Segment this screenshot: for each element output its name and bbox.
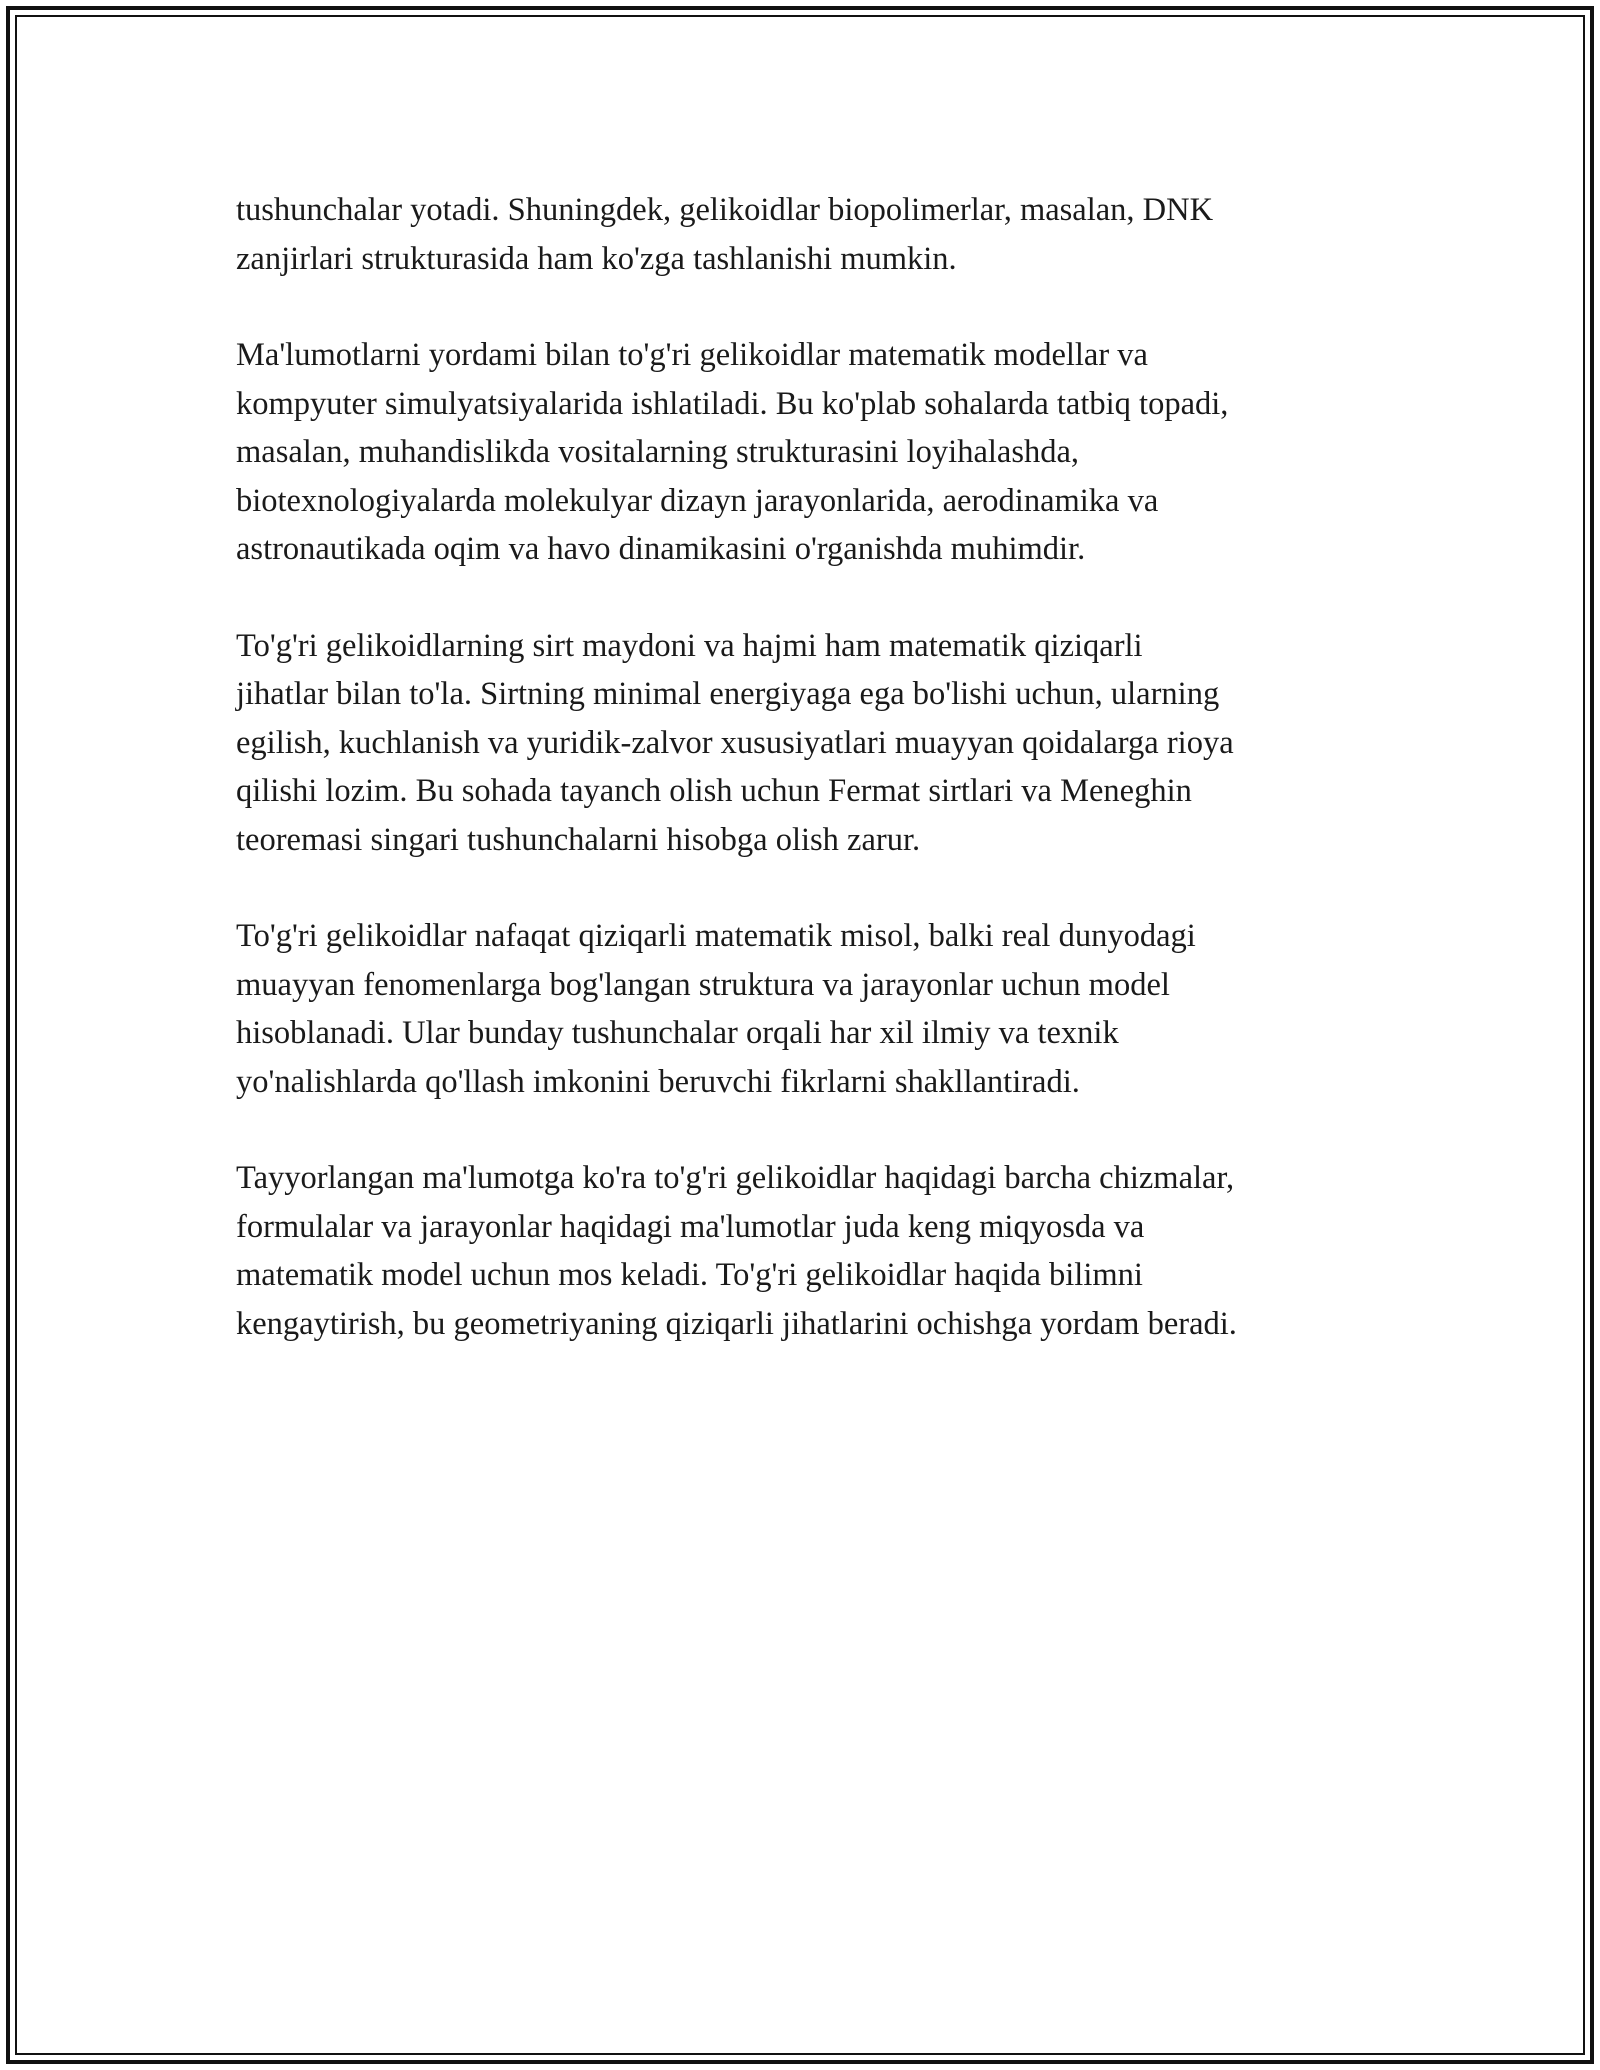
paragraph-5	[236, 1154, 1386, 1348]
text-line: muayyan fenomenlarga bog'langan struktura va jarayonlar uchun model	[236, 966, 1170, 1003]
text-line: masalan, muhandislikda vositalarning strukturasini loyihalashda,	[236, 434, 1080, 470]
paragraph-3	[236, 622, 1386, 865]
text-line: zanjirlari strukturasida ham ko'zga tashlanishi mumkin.	[236, 240, 957, 277]
paragraph-1	[236, 186, 1386, 283]
text-line: kengaytirish, bu geometriyaning qiziqarli jihatlarini ochishga yordam beradi.	[236, 1305, 1237, 1342]
text-line: hisoblanadi. Ular bunday tushunchalar orqali har xil ilmiy va texnik	[236, 1015, 1119, 1051]
text-line: Ma'lumotlarni yordami bilan to'g'ri gelikoidlar matematik modellar va	[236, 337, 1148, 373]
text-line: To'g'ri gelikoidlar nafaqat qiziqarli matematik misol, balki real dunyodagi	[236, 918, 1196, 954]
text-line: qilishi lozim. Bu sohada tayanch olish uchun Fermat sirtlari va Meneghin	[236, 773, 1192, 809]
text-line: egilish, kuchlanish va yuridik-zalvor xususiyatlari muayyan qoidalarga rioya	[236, 724, 1234, 761]
text-line: formulalar va jarayonlar haqidagi ma'lumotlar juda keng miqyosda va	[236, 1208, 1145, 1245]
text-line: yo'nalishlarda qo'llash imkonini beruvchi fikrlarni shakllantiradi.	[236, 1063, 1080, 1100]
text-line: biotexnologiyalarda molekulyar dizayn jarayonlarida, aerodinamika va	[236, 482, 1159, 519]
document-body	[236, 186, 1386, 1396]
text-line: tushunchalar yotadi. Shuningdek, gelikoidlar biopolimerlar, masalan, DNK	[236, 192, 1214, 228]
text-line: teoremasi singari tushunchalarni hisobga olish zarur.	[236, 821, 921, 858]
paragraph-4	[236, 912, 1386, 1106]
text-line: jihatlar bilan to'la. Sirtning minimal energiyaga ega bo'lishi uchun, ularning	[236, 676, 1220, 712]
text-line: matematik model uchun mos keladi. To'g'ri gelikoidlar haqida bilimni	[236, 1257, 1143, 1293]
text-line: To'g'ri gelikoidlarning sirt maydoni va hajmi ham matematik qiziqarli	[236, 627, 1143, 664]
paragraph-2	[236, 331, 1386, 574]
text-line: astronautikada oqim va havo dinamikasini o'rganishda muhimdir.	[236, 531, 1086, 567]
text-line: Tayyorlangan ma'lumotga ko'ra to'g'ri gelikoidlar haqidagi barcha chizmalar,	[236, 1160, 1235, 1196]
text-line: kompyuter simulyatsiyalarida ishlatiladi. Bu ko'plab sohalarda tatbiq topadi,	[236, 385, 1229, 422]
